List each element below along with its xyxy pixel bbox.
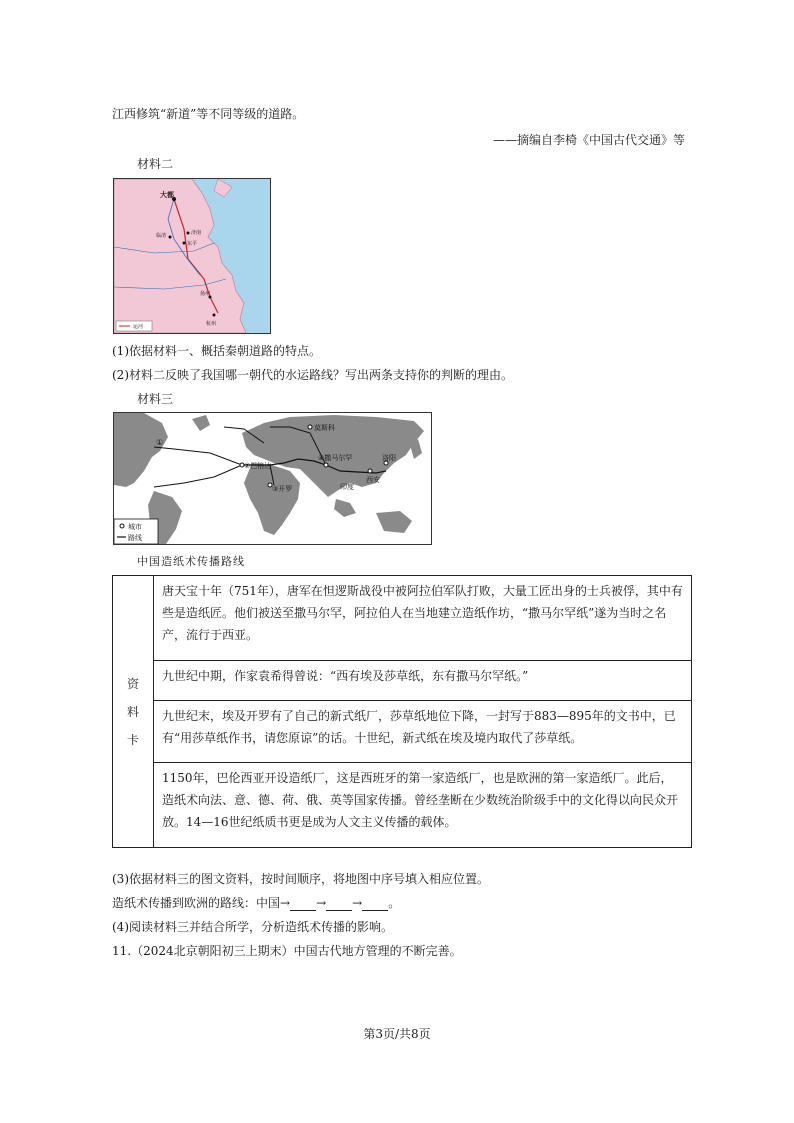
papermaking-route-svg (114, 413, 431, 544)
map3-label-baghdad: ②巴格达 (244, 462, 272, 470)
resource-card-row: 九世纪末，埃及开罗有了自己的新式纸厂，莎草纸地位下降，一封写于883—895年的文书中，已有“用莎草纸作书，请您原谅”的话。十世纪，新式纸在埃及境内取代了莎草纸。 (154, 700, 692, 762)
resource-card-table (112, 575, 692, 848)
material2-label: 材料二 (137, 157, 174, 171)
canal-map (113, 178, 271, 334)
route-blank-3[interactable] (362, 898, 388, 911)
city-marker-moscow (308, 425, 312, 429)
resource-card-side-label: 资料卡 (113, 576, 154, 848)
map3-caption: 中国造纸术传播路线 (137, 555, 245, 568)
city-label-yangzhou: 扬州 (200, 291, 211, 297)
resource-card-row: 唐天宝十年（751年），唐军在怛逻斯战役中被阿拉伯军队打败，大量工匠出身的士兵被俘，其中有些是造纸匠。他们被送至撒马尔罕，阿拉伯人在当地建立造纸作坊，“撒马尔罕纸”遂为当时之名产，流行于西亚。 (154, 576, 692, 661)
resource-card-row: 1150年，巴伦西亚开设造纸厂，这是西班牙的第一家造纸厂，也是欧洲的第一家造纸厂。此后，造纸术向法、意、德、荷、俄、英等国家传播。曾经垄断在少数统治阶级手中的文化得以向民众开放。14—16世纪纸质书更是成为人文主义传播的载体。 (154, 762, 692, 847)
map3-label-samarkand: ④撒马尔罕 (318, 454, 353, 462)
route-end: 。 (388, 896, 401, 910)
city-dot (183, 242, 186, 245)
route-arrow: → (316, 896, 327, 910)
city-label-dadu: 大都 (160, 191, 174, 199)
route-arrow: → (280, 896, 291, 910)
material3-label: 材料三 (137, 392, 174, 406)
route-blank-1[interactable] (290, 898, 316, 911)
city-marker-xian (368, 469, 372, 473)
question-2: (2)材料二反映了我国哪一朝代的水运路线？写出两条支持你的判断的理由。 (112, 368, 514, 382)
question-11: 11.（2024北京朝阳初三上期末）中国古代地方管理的不断完善。 (112, 944, 462, 958)
map3-legend-city-symbol (120, 524, 124, 528)
map3-label-xian: 西安 (366, 476, 380, 484)
canal-map-svg (114, 179, 270, 333)
route-arrow: → (352, 896, 363, 910)
city-label-hangzhou: 杭州 (206, 321, 217, 327)
question-3: (3)依据材料三的图文资料，按时间顺序，将地图中序号填入相应位置。 (112, 872, 490, 886)
source-credit: ——摘编自李椅《中国古代交通》等 (492, 133, 685, 147)
city-label-dongping: 东平 (187, 241, 198, 247)
city-dot (187, 232, 190, 235)
route-fill-line (112, 895, 400, 911)
question-4: (4)阅读材料三并结合所学，分析造纸术传播的影响。 (112, 920, 394, 934)
map3-legend-city-label: 城市 (128, 523, 142, 531)
city-dot (169, 236, 172, 239)
map2-legend-label: 运河 (133, 324, 144, 330)
papermaking-route-map (113, 412, 432, 545)
question-1: (1)依据材料一、概括秦朝道路的特点。 (112, 344, 321, 358)
city-marker-samarkand (324, 463, 328, 467)
city-label-jinan: 济南 (191, 230, 202, 236)
map3-label-circle1: ① (156, 438, 164, 447)
map3-legend-route-label: 路线 (128, 534, 142, 542)
page-footer: 第3页/共8页 (363, 1027, 431, 1041)
map3-label-cairo: ③开罗 (272, 485, 293, 493)
map3-label-luoyang: 洛阳 (382, 454, 396, 462)
city-dot (213, 314, 216, 317)
route-prefix: 造纸术传播到欧洲的路线：中国 (112, 896, 281, 910)
city-label-linqing: 临清 (156, 233, 167, 239)
intro-tail-text: 江西修筑“新道”等不同等级的道路。 (112, 107, 305, 121)
route-blank-2[interactable] (326, 898, 352, 911)
map3-label-moscow: 莫斯科 (314, 424, 335, 432)
map3-label-india: 印度 (340, 483, 354, 491)
resource-card-row: 九世纪中期，作家袁希得曾说：“西有埃及莎草纸，东有撒马尔罕纸。” (154, 661, 692, 701)
